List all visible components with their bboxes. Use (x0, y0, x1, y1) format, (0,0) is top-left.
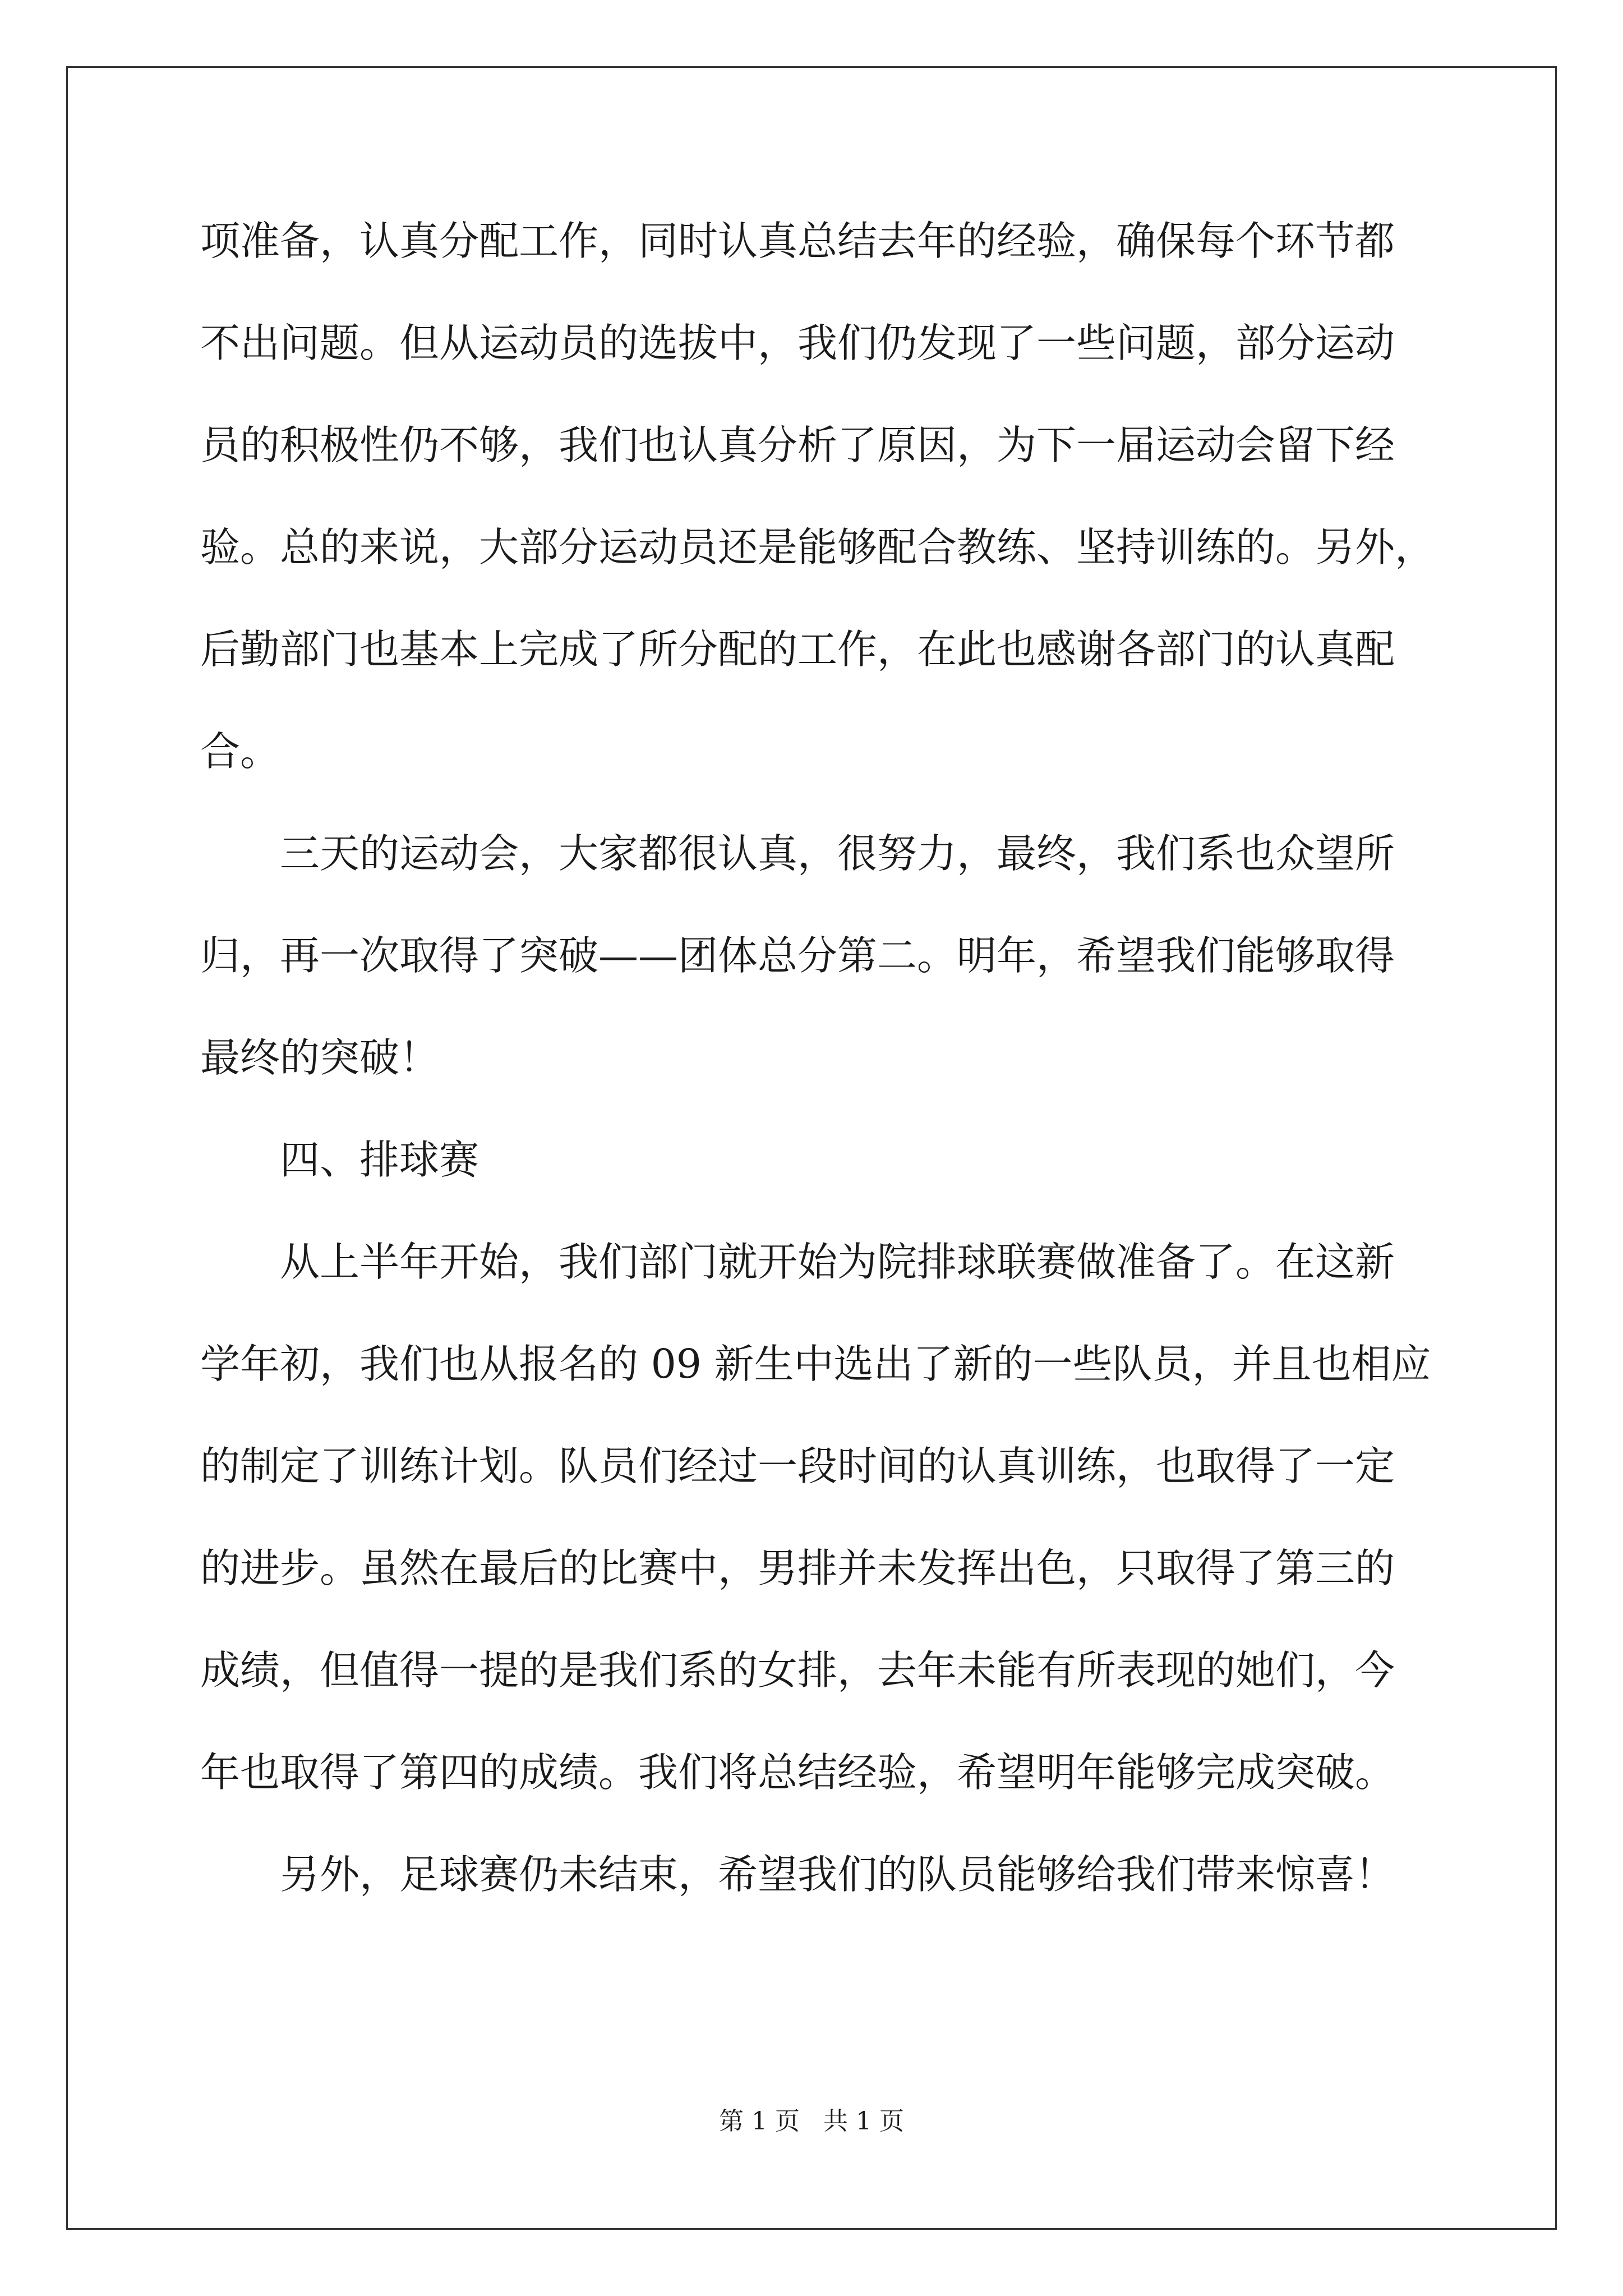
paragraph-line: 合。 (200, 728, 280, 775)
paragraph-line: 不出问题。但从运动员的选拔中，我们仍发现了一些问题，部分运动 (200, 320, 1395, 366)
paragraph-line: 员的积极性仍不够，我们也认真分析了原因，为下一届运动会留下经 (200, 422, 1395, 468)
paragraph-line: 从上半年开始，我们部门就开始为院排球联赛做准备了。在这新 (280, 1239, 1395, 1285)
page-footer: 第 1 页 共 1 页 (719, 2107, 904, 2136)
paragraph-line: 最终的突破！ (200, 1034, 440, 1081)
section-heading: 四、排球赛 (280, 1137, 479, 1183)
paragraph-line: 后勤部门也基本上完成了所分配的工作，在此也感谢各部门的认真配 (200, 626, 1395, 673)
paragraph-line: 年也取得了第四的成绩。我们将总结经验，希望明年能够完成突破。 (200, 1749, 1395, 1796)
paragraph-line: 学年初，我们也从报名的 09 新生中选出了新的一些队员，并且也相应 (200, 1341, 1431, 1387)
paragraph-line: 项准备，认真分配工作，同时认真总结去年的经验，确保每个环节都 (200, 218, 1395, 264)
paragraph-line: 归，再一次取得了突破——团体总分第二。明年，希望我们能够取得 (200, 932, 1395, 979)
paragraph-line: 的制定了训练计划。队员们经过一段时间的认真训练，也取得了一定 (200, 1443, 1395, 1489)
paragraph-line: 三天的运动会，大家都很认真，很努力，最终，我们系也众望所 (280, 830, 1395, 877)
paragraph-line: 的进步。虽然在最后的比赛中，男排并未发挥出色，只取得了第三的 (200, 1545, 1395, 1591)
paragraph-line: 验。总的来说，大部分运动员还是能够配合教练、坚持训练的。另外， (200, 524, 1435, 570)
paragraph-line: 另外，足球赛仍未结束，希望我们的队员能够给我们带来惊喜！ (280, 1851, 1395, 1898)
paragraph-line: 成绩，但值得一提的是我们系的女排，去年未能有所表现的她们，今 (200, 1647, 1395, 1694)
